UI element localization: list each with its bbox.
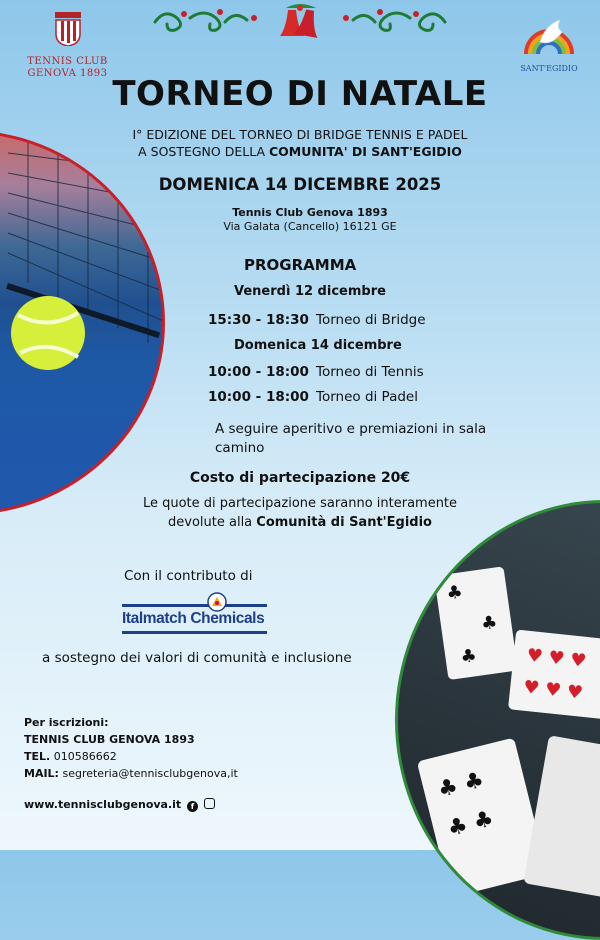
mail-label: MAIL: [24,767,59,780]
phone-number[interactable]: 010586662 [53,750,117,763]
program-slot [208,312,426,328]
club-shield-logo [55,12,81,46]
program-slot [208,389,418,405]
sponsor-intro: Con il contributo di [124,568,253,584]
after-note-line2: camino [215,440,265,456]
values-statement: a sostegno dei valori di comunità e inclusione [42,650,352,666]
participation-cost: Costo di partecipazione 20€ [189,470,411,486]
donation-note-prefix: devolute alla [168,515,257,530]
partner-logo-name: SANT'EGIDIO [520,64,578,73]
venue-name: Tennis Club Genova 1893 [232,206,388,219]
svg-text:♣ ♣: ♣ ♣ [445,806,497,842]
sponsor-underline [122,631,267,634]
subtitle-line2 [0,143,600,160]
svg-text:♥ ♥ ♥: ♥ ♥ ♥ [522,676,584,704]
website-row [24,798,215,812]
venue-address: Via Galata (Cancello) 16121 GE [223,220,397,233]
svg-text:♣: ♣ [459,645,479,669]
contacts-block [24,714,238,782]
contacts-phone [24,748,238,765]
slot-time: 10:00 - 18:00 [208,364,309,380]
subtitle-line2-prefix: A SOSTEGNO DELLA [138,144,269,159]
slot-event: Torneo di Padel [316,389,418,405]
contacts-club: TENNIS CLUB GENOVA 1893 [24,733,195,746]
slot-time: 15:30 - 18:30 [208,312,309,328]
holly-swirl-decoration [150,0,450,50]
contacts-heading: Per iscrizioni: [24,716,109,729]
subtitle [0,126,600,160]
cards-photo [395,500,600,940]
club-logo-line1: TENNIS CLUB [27,56,108,67]
website-link[interactable]: www.tennisclubgenova.it [24,798,182,811]
venue [210,206,410,234]
playing-cards [398,503,600,940]
mail-address[interactable]: segreteria@tennisclubgenova,it [62,767,238,780]
program-day-2: Domenica 14 dicembre [234,338,402,353]
dove-rainbow-logo [520,14,578,58]
instagram-icon[interactable] [204,798,215,809]
program-day-1: Venerdì 12 dicembre [234,284,386,299]
christmas-bells-icon [280,4,322,38]
tennis-ball-icon [11,296,85,370]
program-title: PROGRAMMA [244,256,357,274]
facebook-icon[interactable]: f [187,801,198,812]
subtitle-line2-bold: COMUNITA' DI SANT'EGIDIO [269,144,462,159]
partner-logo [508,14,590,73]
contacts-mail [24,765,238,782]
sponsor-name: Italmatch Chemicals [122,610,265,627]
event-date: DOMENICA 14 DICEMBRE 2025 [158,175,442,194]
slot-event: Torneo di Bridge [316,312,426,328]
svg-text:♥ ♥ ♥: ♥ ♥ ♥ [525,644,588,672]
svg-text:♣ ♣: ♣ ♣ [435,767,487,803]
phone-label: TEL. [24,750,51,763]
svg-text:♣: ♣ [445,581,465,605]
club-logo-line2: GENOVA 1893 [27,68,108,79]
donation-note-bold: Comunità di Sant'Egidio [256,515,432,530]
after-event-note [215,420,515,458]
sponsor-logo [122,592,267,637]
slot-event: Torneo di Tennis [316,364,424,380]
donation-note-line1: Le quote di partecipazione saranno interamente [142,496,458,511]
page-title: TORNEO DI NATALE [112,74,488,114]
after-note-line1: A seguire aperitivo e premiazioni in sala [215,421,487,437]
program-slot [208,364,424,380]
subtitle-line1: I° EDIZIONE DEL TORNEO DI BRIDGE TENNIS E PADEL [132,127,468,142]
slot-time: 10:00 - 18:00 [208,389,309,405]
svg-text:♣: ♣ [479,611,499,635]
club-logo [20,12,115,80]
